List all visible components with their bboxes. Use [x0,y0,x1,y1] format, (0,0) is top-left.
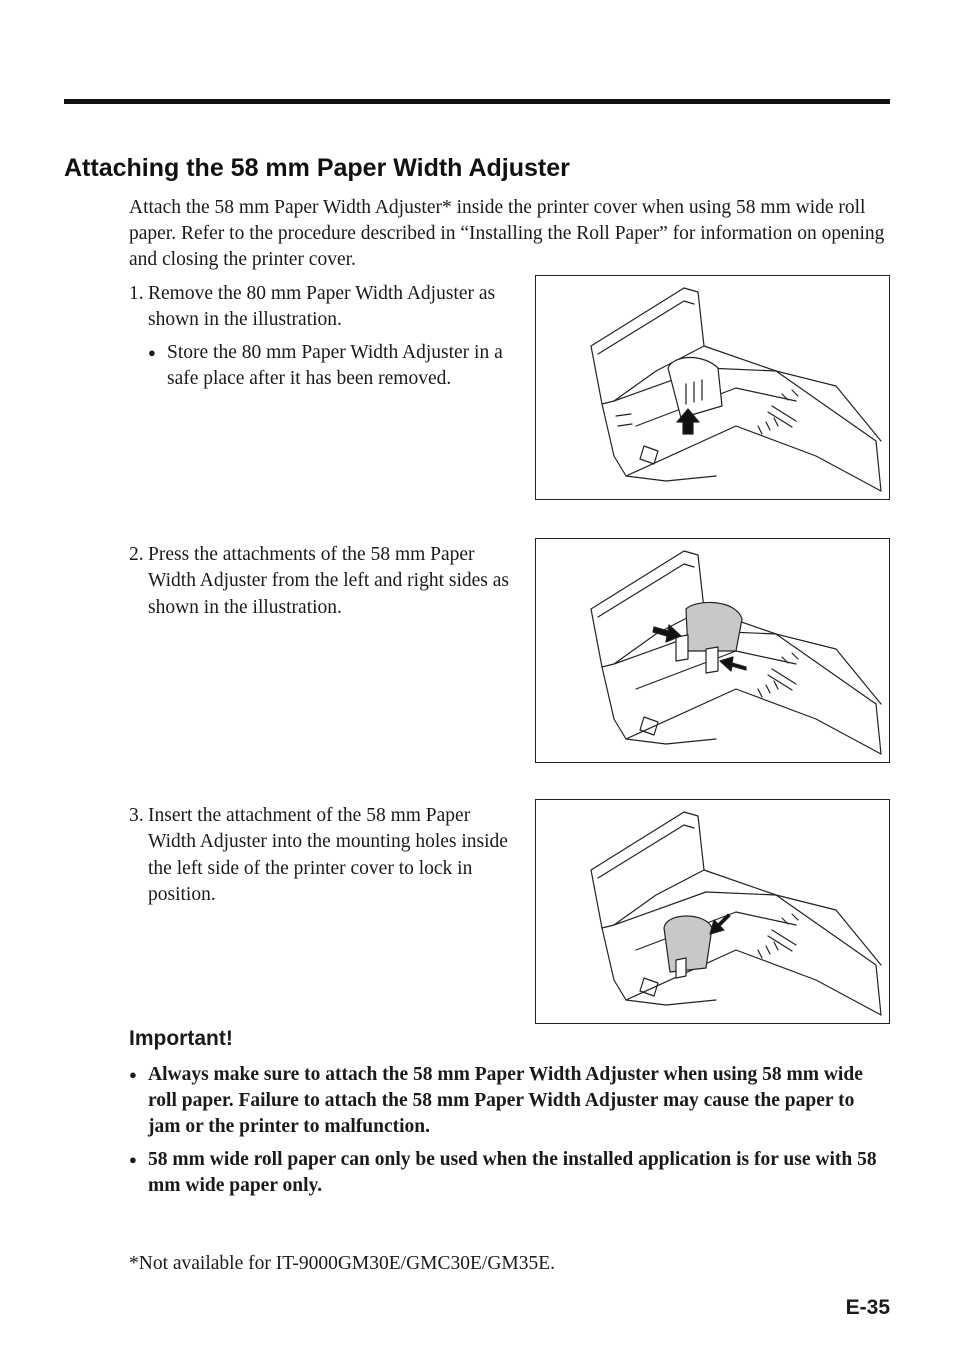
step-text: Insert the attachment of the 58 mm Paper Width Adjuster into the mounting holes inside the left side of the printer cover to lock in position. [148,805,508,905]
arrow-left-icon [720,657,746,671]
arrow-down-left-icon [710,914,730,934]
step-text: Remove the 80 mm Paper Width Adjuster as shown in the illustration. [148,283,496,331]
step-2 [129,542,509,621]
adjuster-80mm [668,358,722,419]
important-text: Always make sure to attach the 58 mm Paper Width Adjuster when using 58 mm wide roll paper. Failure to attach the 58 mm Paper Width Adjuster may cause the paper to jam or the printer to malfunction. [148,1064,863,1137]
bullet-icon: ● [148,344,156,360]
intro-paragraph: Attach the 58 mm Paper Width Adjuster* inside the printer cover when using 58 mm wide roll paper. Refer to the procedure described in “Installing the Roll Paper” for information on opening and closing the printer cover. [129,197,885,270]
step-3 [129,803,509,908]
step-number: 3. [129,805,144,826]
section-heading: Attaching the 58 mm Paper Width Adjuster [64,154,570,182]
printer-illustration [591,551,881,754]
important-heading: Important! [129,1027,233,1050]
important-item-2 [129,1147,891,1199]
page-number: E-35 [845,1296,890,1319]
adjuster-58mm [664,916,712,978]
step-note [129,340,509,393]
important-text: 58 mm wide roll paper can only be used when the installed application is for use with 58 mm wide paper only. [148,1149,877,1196]
step-text: Press the attachments of the 58 mm Paper Width Adjuster from the left and right sides as shown in the illustration. [148,544,509,618]
figure-remove-80mm-adjuster [535,275,890,500]
footnote: *Not available for IT-9000GM30E/GMC30E/GM35E. [129,1253,556,1274]
step-note-text: Store the 80 mm Paper Width Adjuster in a safe place after it has been removed. [167,341,503,389]
bullet-icon: ● [129,1067,137,1082]
bullet-icon: ● [129,1152,137,1167]
printer-illustration [591,288,881,491]
top-rule [64,99,890,104]
step-1 [129,281,509,392]
printer-illustration [591,812,881,1015]
figure-press-attachments [535,538,890,763]
important-item-1 [129,1062,891,1140]
figure-insert-attachment [535,799,890,1024]
step-number: 2. [129,544,144,565]
step-number: 1. [129,283,144,304]
